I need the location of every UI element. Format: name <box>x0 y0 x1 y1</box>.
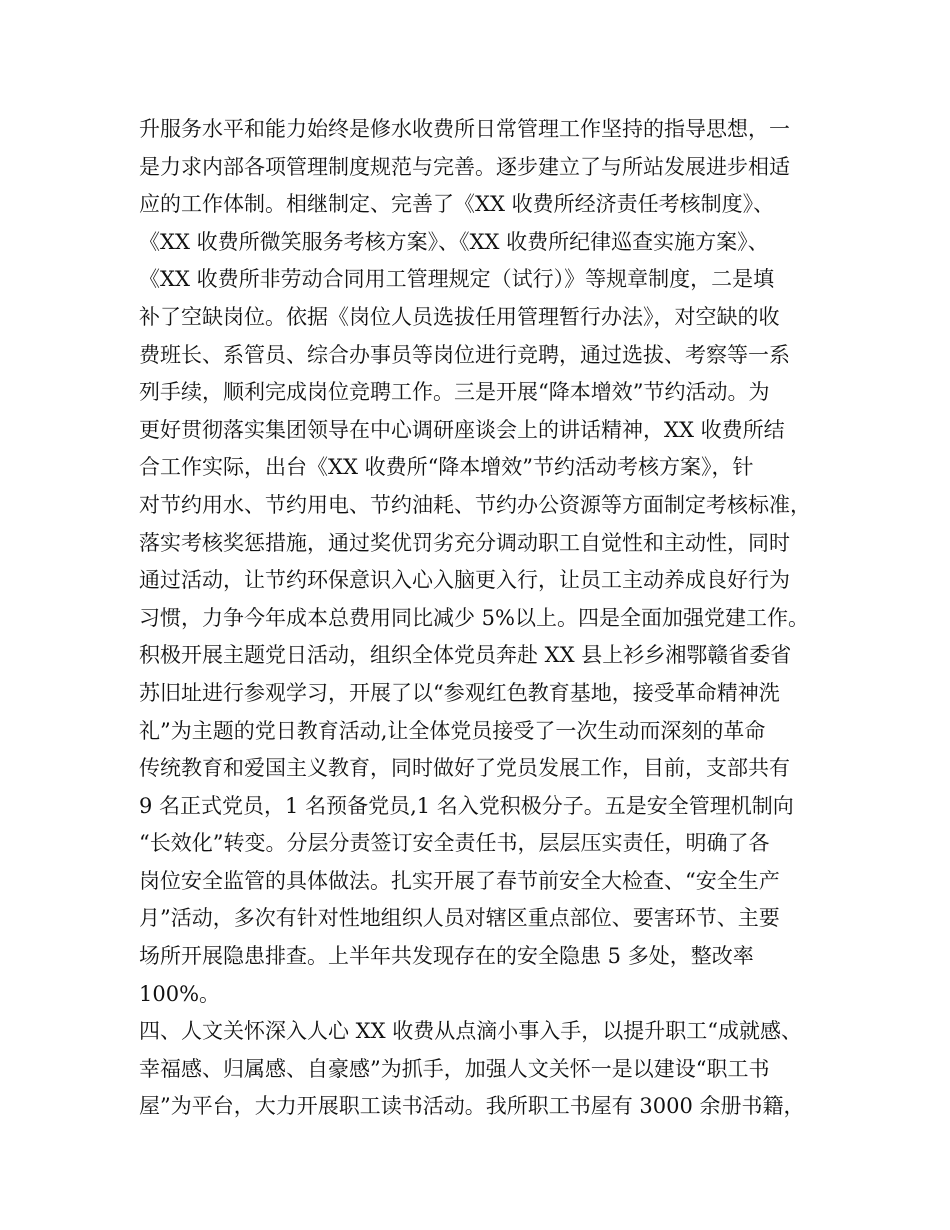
text-line: 习惯，力争今年成本总费用同比减少 5%以上。四是全面加强党建工作。 <box>139 605 809 630</box>
text-line: 积极开展主题党日活动，组织全体党员奔赴 XX 县上衫乡湘鄂赣省委省 <box>139 643 792 668</box>
text-line: 补了空缺岗位。依据《岗位人员选拔任用管理暂行办法》，对空缺的收 <box>139 304 780 329</box>
text-line: 应的工作体制。相继制定、完善了《XX 收费所经济责任考核制度》、 <box>139 192 775 217</box>
text-line: 升服务水平和能力始终是修水收费所日常管理工作坚持的指导思想，一 <box>139 117 790 141</box>
text-line: “长效化”转变。分层分责签订安全责任书，层层压实责任，明确了各 <box>139 831 770 856</box>
body-text <box>139 111 829 1126</box>
text-line: 传统教育和爱国主义教育，同时做好了党员发展工作，目前，支部共有 <box>139 756 790 781</box>
text-line: 四、人文关怀深入人心 XX 收费从点滴小事入手，以提升职工“成就感、 <box>139 1019 802 1044</box>
text-line: 通过活动，让节约环保意识入心入脑更入行，让员工主动养成良好行为 <box>139 568 790 593</box>
text-line: 屋”为平台，大力开展职工读书活动。我所职工书屋有 3000 余册书籍， <box>139 1094 805 1119</box>
text-line: 是力求内部各项管理制度规范与完善。逐步建立了与所站发展进步相适 <box>139 154 790 179</box>
text-line: 9 名正式党员，1 名预备党员,1 名入党积极分子。五是安全管理机制向 <box>139 793 794 818</box>
text-line: 合工作实际，出台《XX 收费所“降本增效”节约活动考核方案》，针 <box>139 455 754 480</box>
text-line: 费班长、系管员、综合办事员等岗位进行竞聘，通过选拔、考察等一系 <box>139 342 790 367</box>
text-line: 落实考核奖惩措施，通过奖优罚劣充分调动职工自觉性和主动性，同时 <box>139 530 790 555</box>
text-line: 岗位安全监管的具体做法。扎实开展了春节前安全大检查、“安全生产 <box>139 868 780 893</box>
text-line: 《XX 收费所微笑服务考核方案》、《XX 收费所纪律巡查实施方案》、 <box>139 229 769 254</box>
text-line: 更好贯彻落实集团领导在中心调研座谈会上的讲话精神，XX 收费所结 <box>139 417 785 442</box>
text-line: 《XX 收费所非劳动合同用工管理规定（试行）》等规章制度，二是填 <box>139 267 775 292</box>
text-line: 场所开展隐患排查。上半年共发现存在的安全隐患 5 多处，整改率 <box>139 944 754 969</box>
text-line: 对节约用水、节约用电、节约油耗、节约办公资源等方面制定考核标准， <box>139 492 811 517</box>
text-line: 100%。 <box>139 981 221 1006</box>
text-line: 月”活动，多次有针对性地组织人员对辖区重点部位、要害环节、主要 <box>139 906 780 931</box>
text-line: 苏旧址进行参观学习，开展了以“参观红色教育基地，接受革命精神洗 <box>139 680 780 705</box>
text-line: 幸福感、归属感、自豪感”为抓手，加强人文关怀一是以建设“职工书 <box>139 1056 770 1081</box>
text-line: 礼”为主题的党日教育活动,让全体党员接受了一次生动而深刻的革命 <box>139 718 766 743</box>
text-line: 列手续，顺利完成岗位竞聘工作。三是开展“降本增效”节约活动。为 <box>139 380 770 405</box>
